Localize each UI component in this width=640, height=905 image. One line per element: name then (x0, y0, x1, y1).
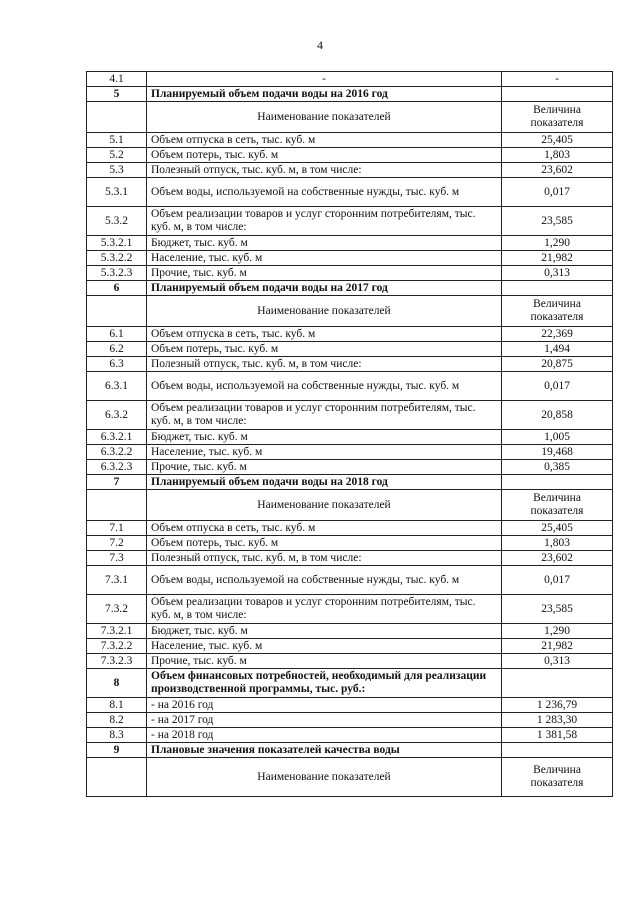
indicator-value: - (502, 72, 613, 87)
indicator-value: 0,313 (502, 266, 613, 281)
value-header: Величина показателя (502, 490, 613, 521)
table-row (87, 236, 613, 251)
table-row (87, 521, 613, 536)
indicator-name: - на 2016 год (147, 698, 502, 713)
table-row (87, 342, 613, 357)
row-number: 5.3.2.3 (87, 266, 147, 281)
indicator-value: 0,313 (502, 654, 613, 669)
indicator-name: - на 2017 год (147, 713, 502, 728)
table-row (87, 281, 613, 296)
indicator-value: 21,982 (502, 251, 613, 266)
row-number: 4.1 (87, 72, 147, 87)
table-row (87, 148, 613, 163)
row-number: 8 (87, 669, 147, 698)
row-number (87, 758, 147, 797)
indicator-name: Население, тыс. куб. м (147, 639, 502, 654)
indicator-name: Объем отпуска в сеть, тыс. куб. м (147, 521, 502, 536)
row-number: 6.3.1 (87, 372, 147, 401)
indicator-value: 23,585 (502, 595, 613, 624)
value-header: Величина показателя (502, 296, 613, 327)
value-header: Величина показателя (502, 758, 613, 797)
indicator-value: 25,405 (502, 521, 613, 536)
row-number: 6.3.2 (87, 401, 147, 430)
table-row (87, 296, 613, 327)
indicator-name: Наименование показателей (147, 102, 502, 133)
row-number: 9 (87, 743, 147, 758)
row-number: 8.2 (87, 713, 147, 728)
table-row (87, 357, 613, 372)
indicator-value: 1 283,30 (502, 713, 613, 728)
row-number: 7.3.2.2 (87, 639, 147, 654)
row-number: 5.2 (87, 148, 147, 163)
indicator-name: Объем реализации товаров и услуг сторонним потребителям, тыс. куб. м, в том числе: (147, 595, 502, 624)
indicator-name: Объем воды, используемой на собственные нужды, тыс. куб. м (147, 372, 502, 401)
indicators-table (86, 71, 613, 797)
row-number: 5.3.2.2 (87, 251, 147, 266)
table-row (87, 566, 613, 595)
table-row (87, 624, 613, 639)
row-number: 7.3.1 (87, 566, 147, 595)
row-number: 8.3 (87, 728, 147, 743)
row-number: 7.3.2.1 (87, 624, 147, 639)
row-number: 5 (87, 87, 147, 102)
indicator-name: Объем отпуска в сеть, тыс. куб. м (147, 133, 502, 148)
indicator-value (502, 87, 613, 102)
table-row (87, 758, 613, 797)
indicator-name: Объем реализации товаров и услуг сторонним потребителям, тыс. куб. м, в том числе: (147, 401, 502, 430)
row-number: 7.3.2 (87, 595, 147, 624)
indicator-value: 20,875 (502, 357, 613, 372)
table-row (87, 163, 613, 178)
table-body (87, 72, 613, 797)
indicator-name: - на 2018 год (147, 728, 502, 743)
table-row (87, 728, 613, 743)
table-row (87, 102, 613, 133)
indicator-name: Полезный отпуск, тыс. куб. м, в том числе: (147, 357, 502, 372)
row-number (87, 490, 147, 521)
section-title: Планируемый объем подачи воды на 2016 год (147, 87, 502, 102)
indicator-value: 21,982 (502, 639, 613, 654)
table-row (87, 536, 613, 551)
indicator-name: Полезный отпуск, тыс. куб. м, в том числе: (147, 551, 502, 566)
table-row (87, 460, 613, 475)
table-row (87, 669, 613, 698)
indicator-name: Полезный отпуск, тыс. куб. м, в том числе: (147, 163, 502, 178)
table-row (87, 743, 613, 758)
indicator-name: Объем потерь, тыс. куб. м (147, 148, 502, 163)
row-number: 5.3.2 (87, 207, 147, 236)
table-row (87, 713, 613, 728)
section-title: Плановые значения показателей качества воды (147, 743, 502, 758)
indicator-value: 1,494 (502, 342, 613, 357)
indicator-name: Объем потерь, тыс. куб. м (147, 536, 502, 551)
indicator-value (502, 475, 613, 490)
indicator-name: Бюджет, тыс. куб. м (147, 430, 502, 445)
indicator-name: Население, тыс. куб. м (147, 445, 502, 460)
indicator-value: 19,468 (502, 445, 613, 460)
section-title: Планируемый объем подачи воды на 2017 год (147, 281, 502, 296)
row-number: 6 (87, 281, 147, 296)
indicator-value: 0,017 (502, 566, 613, 595)
row-number: 8.1 (87, 698, 147, 713)
row-number: 7.2 (87, 536, 147, 551)
table-row (87, 401, 613, 430)
indicator-value: 22,369 (502, 327, 613, 342)
indicator-value: 20,858 (502, 401, 613, 430)
row-number: 6.1 (87, 327, 147, 342)
page-number: 4 (317, 38, 323, 52)
table-row (87, 266, 613, 281)
indicator-value: 23,602 (502, 163, 613, 178)
indicator-name: Прочие, тыс. куб. м (147, 266, 502, 281)
indicator-value: 1 236,79 (502, 698, 613, 713)
indicator-value: 0,017 (502, 372, 613, 401)
indicator-name: Прочие, тыс. куб. м (147, 654, 502, 669)
indicator-name: Наименование показателей (147, 758, 502, 797)
table-row (87, 445, 613, 460)
table-row (87, 207, 613, 236)
row-number: 6.3.2.2 (87, 445, 147, 460)
indicator-name: Объем воды, используемой на собственные нужды, тыс. куб. м (147, 178, 502, 207)
indicator-name: Население, тыс. куб. м (147, 251, 502, 266)
row-number: 5.3 (87, 163, 147, 178)
row-number: 6.2 (87, 342, 147, 357)
indicator-name: Наименование показателей (147, 490, 502, 521)
indicator-name: Объем воды, используемой на собственные нужды, тыс. куб. м (147, 566, 502, 595)
indicator-name: - (147, 72, 502, 87)
row-number: 7.3 (87, 551, 147, 566)
indicator-name: Наименование показателей (147, 296, 502, 327)
table-row (87, 372, 613, 401)
section-title: Объем финансовых потребностей, необходимый для реализации производственной программы, тыс. руб.: (147, 669, 502, 698)
row-number: 6.3.2.1 (87, 430, 147, 445)
value-header: Величина показателя (502, 102, 613, 133)
section-title: Планируемый объем подачи воды на 2018 год (147, 475, 502, 490)
indicator-value: 23,602 (502, 551, 613, 566)
table-row (87, 251, 613, 266)
indicator-value: 1,005 (502, 430, 613, 445)
table-row (87, 133, 613, 148)
indicator-value: 1,290 (502, 236, 613, 251)
row-number: 5.3.2.1 (87, 236, 147, 251)
table-row (87, 430, 613, 445)
row-number: 6.3 (87, 357, 147, 372)
row-number: 5.3.1 (87, 178, 147, 207)
row-number (87, 296, 147, 327)
row-number: 5.1 (87, 133, 147, 148)
indicator-value: 0,385 (502, 460, 613, 475)
row-number (87, 102, 147, 133)
table-row (87, 639, 613, 654)
table-row (87, 595, 613, 624)
row-number: 7.3.2.3 (87, 654, 147, 669)
table-row (87, 178, 613, 207)
indicator-name: Объем потерь, тыс. куб. м (147, 342, 502, 357)
indicator-name: Объем реализации товаров и услуг сторонним потребителям, тыс. куб. м, в том числе: (147, 207, 502, 236)
indicator-value: 23,585 (502, 207, 613, 236)
indicator-name: Прочие, тыс. куб. м (147, 460, 502, 475)
indicator-value (502, 743, 613, 758)
indicator-name: Бюджет, тыс. куб. м (147, 624, 502, 639)
table-row (87, 551, 613, 566)
indicator-value: 1 381,58 (502, 728, 613, 743)
row-number: 7 (87, 475, 147, 490)
indicator-value: 25,405 (502, 133, 613, 148)
indicator-name: Бюджет, тыс. куб. м (147, 236, 502, 251)
row-number: 7.1 (87, 521, 147, 536)
table-row (87, 654, 613, 669)
table-row (87, 698, 613, 713)
indicator-value: 1,803 (502, 148, 613, 163)
indicator-name: Объем отпуска в сеть, тыс. куб. м (147, 327, 502, 342)
indicator-value (502, 281, 613, 296)
table-row (87, 87, 613, 102)
indicator-value (502, 669, 613, 698)
row-number: 6.3.2.3 (87, 460, 147, 475)
table-row (87, 327, 613, 342)
indicator-value: 1,803 (502, 536, 613, 551)
indicator-value: 0,017 (502, 178, 613, 207)
table-row (87, 475, 613, 490)
table-row (87, 72, 613, 87)
table-row (87, 490, 613, 521)
indicator-value: 1,290 (502, 624, 613, 639)
